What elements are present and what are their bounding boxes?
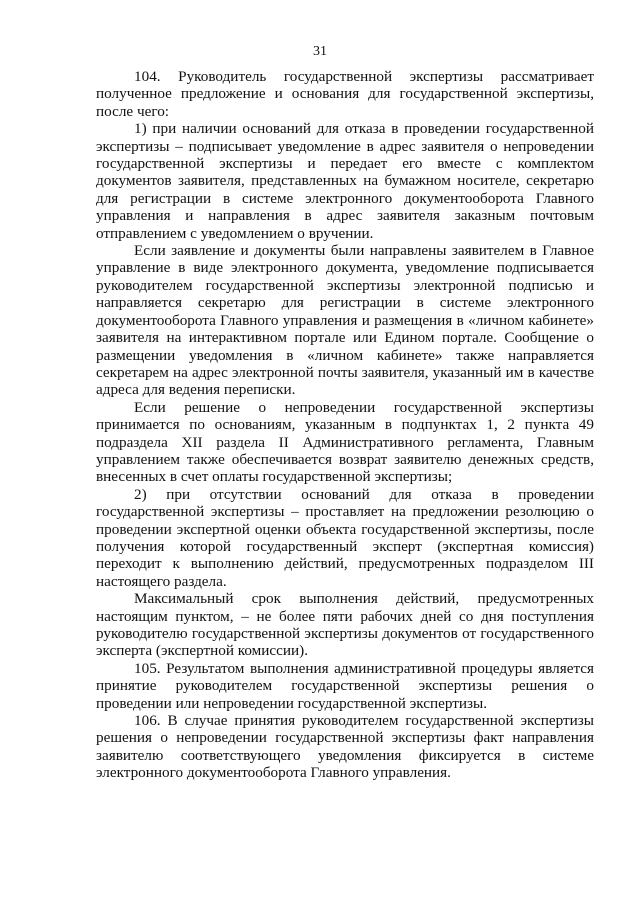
paragraph-refund: Если решение о непроведении государственной экспертизы принимается по основаниям, указанным в подпунктах 1, 2 пункта 49 подраздела XII раздела II Административного регламента, Главным управлением также обеспечивается возврат заявителю денежных средств, внесенных в счет оплаты государственной экспертизы; bbox=[96, 398, 594, 486]
paragraph-electronic-submission: Если заявление и документы были направлены заявителем в Главное управление в виде электронного документа, уведомление подписывается руководителем государственной экспертизы электронной подписью и направляется секретарю для регистрации в системе электронного документооборота Главного управления и размещения в «личном кабинете» заявителя на интерактивном портале или Едином портале. Сообщение о размещении уведомления в «личном кабинете» также направляется секретарем на адрес электронной почты заявителя, указанный им в качестве адреса для ведения переписки. bbox=[96, 242, 594, 399]
paragraph-104-item-1: 1) при наличии оснований для отказа в проведении государственной экспертизы – подписывает уведомление в адрес заявителя о непроведении государственной экспертизы и передает его вместе с комплектом документов заявителя, представленных на бумажном носителе, секретарю для регистрации в системе электронного документооборота Главного управления и направления в адрес заявителя заказным почтовым отправлением с уведомлением о вручении. bbox=[96, 120, 594, 242]
paragraph-104: 104. Руководитель государственной экспертизы рассматривает полученное предложение и основания для государственной экспертизы, после чего: bbox=[96, 68, 594, 120]
paragraph-106: 106. В случае принятия руководителем государственной экспертизы решения о непроведении государственной экспертизы факт направления заявителю соответствующего уведомления фиксируется в системе электронного документооборота Главного управления. bbox=[96, 712, 594, 782]
paragraph-104-item-2: 2) при отсутствии оснований для отказа в проведении государственной экспертизы – проставляет на предложении резолюцию о проведении экспертной оценки объекта государственной экспертизы, после получения которой государственный эксперт (экспертная комиссия) переходит к выполнению действий, предусмотренных подразделом III настоящего раздела. bbox=[96, 485, 594, 590]
document-body bbox=[96, 68, 594, 782]
paragraph-max-term: Максимальный срок выполнения действий, предусмотренных настоящим пунктом, – не более пяти рабочих дней со дня поступления руководителю государственной экспертизы документов от государственного эксперта (экспертной комиссии). bbox=[96, 590, 594, 660]
page-number: 31 bbox=[313, 44, 327, 59]
paragraph-105: 105. Результатом выполнения административной процедуры является принятие руководителем государственной экспертизы решения о проведении или непроведении государственной экспертизы. bbox=[96, 659, 594, 712]
